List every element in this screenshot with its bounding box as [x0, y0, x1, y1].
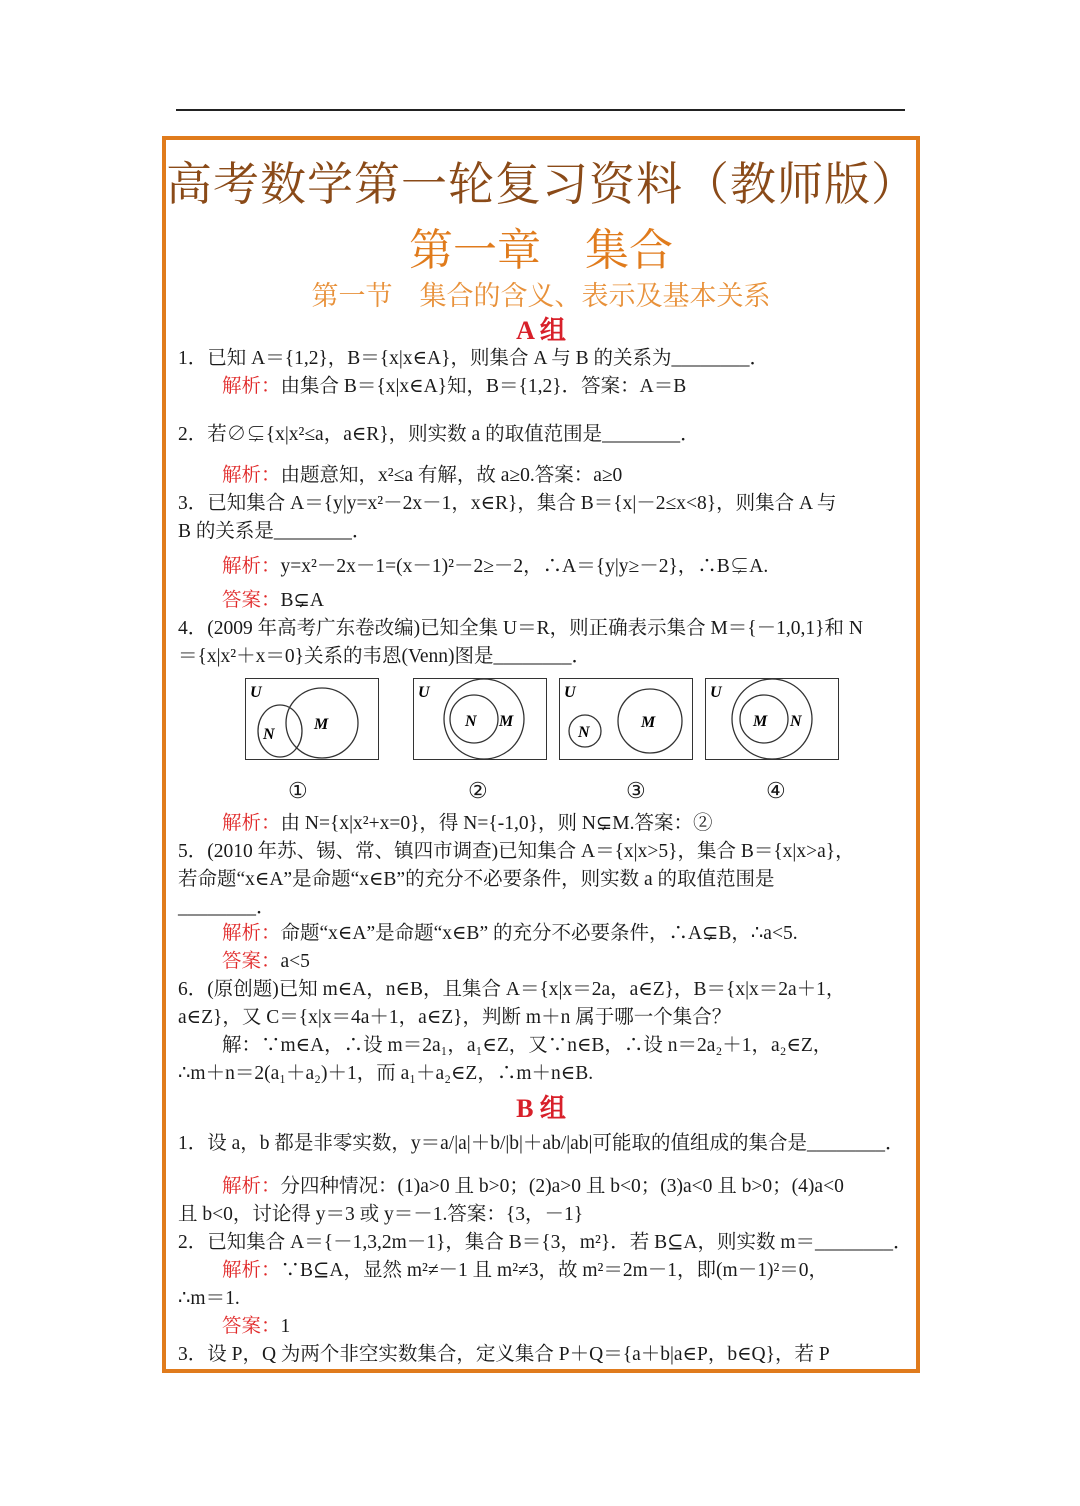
- label-tag: 解析：: [222, 376, 281, 397]
- question-a2: 2．若∅⊊{x|x²≤a，a∈R}，则实数 a 的取值范围是________．: [178, 424, 700, 445]
- analysis-b1-l2: 且 b<0，讨论得 y＝3 或 y＝－1.答案：{3，－1}: [178, 1204, 584, 1225]
- venn-label-4: ④: [766, 778, 786, 803]
- label-tag: 答案：: [222, 590, 281, 611]
- solution-a6-l2: ∴m＋n＝2(a₁＋a₂)＋1，而 a₁＋a₂∈Z，∴m＋n∈B.: [178, 1063, 594, 1084]
- question-a3-l2: B 的关系是________．: [178, 521, 372, 542]
- answer-b2: 答案：1: [222, 1316, 291, 1337]
- document-frame: [162, 136, 920, 1373]
- label-tag: 解析：: [222, 1176, 281, 1197]
- svg-text:U: U: [710, 684, 722, 701]
- svg-text:N: N: [790, 713, 802, 730]
- venn-overlap-icon: [246, 679, 378, 759]
- answer-a3: 答案：B⊊A: [222, 590, 324, 611]
- venn-label-3: ③: [626, 778, 646, 803]
- label-tag: 解析：: [222, 1260, 281, 1281]
- svg-text:M: M: [314, 716, 329, 733]
- venn-box-1: [245, 678, 379, 760]
- label-tag: 解析：: [222, 556, 281, 577]
- label-tag: 解析：: [222, 813, 281, 834]
- question-b1: 1．设 a，b 都是非零实数，y＝a/|a|＋b/|b|＋ab/|ab|可能取的值组成的集合是________．: [178, 1133, 905, 1154]
- question-a5-l1: 5．(2010 年苏、锡、常、镇四市调查)已知集合 A＝{x|x>5}，集合 B＝{x|x>a}，: [178, 841, 855, 862]
- analysis-a5: 解析：命题“x∈A”是命题“x∈B” 的充分不必要条件，∴A⊊B，∴a<5.: [222, 923, 798, 944]
- analysis-b2-l2: ∴m＝1.: [178, 1288, 240, 1309]
- analysis-a3: 解析：y=x²－2x－1=(x－1)²－2≥－2，∴A＝{y|y≥－2}，∴B⊊A.: [222, 556, 769, 577]
- venn-diagrams: [166, 678, 916, 808]
- analysis-b2-l1: 解析：∵B⊆A，显然 m²≠－1 且 m²≠3，故 m²＝2m－1，即(m－1)²＝0，: [222, 1260, 829, 1281]
- svg-text:M: M: [499, 713, 514, 730]
- question-a4-l1: 4．(2009 年高考广东卷改编)已知全集 U＝R，则正确表示集合 M＝{－1,0,1}和 N: [178, 618, 863, 639]
- answer-a5: 答案：a<5: [222, 951, 310, 972]
- question-a1: 1．已知 A＝{1,2}，B＝{x|x∈A}，则集合 A 与 B 的关系为________．: [178, 348, 769, 369]
- label-tag: 解析：: [222, 923, 281, 944]
- chapter-title: 第一章 集合: [409, 225, 673, 276]
- svg-text:N: N: [465, 713, 477, 730]
- svg-text:M: M: [753, 713, 768, 730]
- question-a6-l2: a∈Z}，又 C＝{x|x＝4a＋1，a∈Z}，判断 m＋n 属于哪一个集合？: [178, 1007, 732, 1028]
- venn-label-2: ②: [468, 778, 488, 803]
- analysis-a2: 解析：由题意知，x²≤a 有解，故 a≥0.答案：a≥0: [222, 465, 623, 486]
- section-title: 第一节 集合的含义、表示及基本关系: [311, 281, 771, 312]
- label-tag: 解析：: [222, 465, 281, 486]
- analysis-a1: 解析：由集合 B＝{x|x∈A}知，B＝{1,2}．答案：A＝B: [222, 376, 687, 397]
- question-a5-l3: ________．: [178, 897, 276, 918]
- question-a5-l2: 若命题“x∈A”是命题“x∈B”的充分不必要条件，则实数 a 的取值范围是: [178, 869, 775, 890]
- question-a4-l2: ＝{x|x²＋x＝0}关系的韦恩(Venn)图是________．: [178, 646, 592, 667]
- analysis-b1-l1: 解析：分四种情况：(1)a>0 且 b>0；(2)a>0 且 b<0；(3)a<0 且 b>0；(4)a<0: [222, 1176, 844, 1197]
- svg-text:U: U: [250, 684, 262, 701]
- venn-subset-reverse-icon: [706, 679, 838, 759]
- venn-box-2: [413, 678, 547, 760]
- document-title: 高考数学第一轮复习资料（教师版）: [166, 157, 918, 211]
- group-b-heading: B 组: [516, 1094, 566, 1123]
- svg-text:N: N: [578, 724, 590, 741]
- svg-text:N: N: [263, 726, 275, 743]
- header-rule: [176, 109, 905, 111]
- solution-a6-l1: 解：∵m∈A，∴设 m＝2a₁，a₁∈Z，又∵n∈B，∴设 n＝2a₂＋1，a₂∈Z，: [222, 1035, 833, 1056]
- question-a3-l1: 3．已知集合 A＝{y|y=x²－2x－1，x∈R}，集合 B＝{x|－2≤x<8}，则集合 A 与: [178, 493, 837, 514]
- svg-text:U: U: [418, 684, 430, 701]
- svg-text:M: M: [641, 714, 656, 731]
- question-a6-l1: 6．(原创题)已知 m∈A，n∈B，且集合 A＝{x|x＝2a，a∈Z}，B＝{x|x＝2a＋1，: [178, 979, 846, 1000]
- analysis-a4: 解析：由 N={x|x²+x=0}，得 N={-1,0}，则 N⊊M.答案：②: [222, 813, 713, 834]
- venn-label-1: ①: [288, 778, 308, 803]
- venn-box-4: [705, 678, 839, 760]
- venn-box-3: [559, 678, 693, 760]
- venn-subset-icon: [414, 679, 546, 759]
- question-b2: 2．已知集合 A＝{－1,3,2m－1}，集合 B＝{3，m²}．若 B⊆A，则实数 m＝________．: [178, 1232, 913, 1253]
- question-b3: 3．设 P，Q 为两个非空实数集合，定义集合 P＋Q＝{a＋b|a∈P，b∈Q}，若 P: [178, 1344, 830, 1365]
- label-tag: 答案：: [222, 951, 281, 972]
- label-tag: 答案：: [222, 1316, 281, 1337]
- group-a-heading: A 组: [516, 316, 566, 345]
- venn-disjoint-icon: [560, 679, 692, 759]
- svg-text:U: U: [564, 684, 576, 701]
